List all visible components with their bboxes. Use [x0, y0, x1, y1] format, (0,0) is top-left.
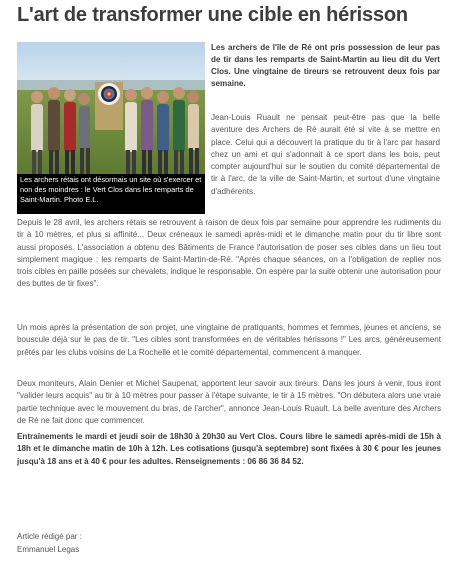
article-photo: [17, 42, 205, 214]
author-name: Emmanuel Legas: [17, 544, 80, 554]
article-practical-info: Entraînements le mardi et jeudi soir de 18h30 à 20h30 au Vert Clos. Cours libre le samedi après-midi de 15h à 18h et le dimanche matin de 10h à 12h. Les cotisations (jusqu'à septembre) sont fixées à 30 € pour les jeunes jusqu'à 18 ans et à 40 € pour les adultes. Renseignements : 06 86 36 84 52.: [17, 432, 441, 466]
article-paragraph-2: Depuis le 28 avril, les archers rétais se retrouvent à raison de deux fois par semaine pour apprendre les rudiments du tir à 10 mètres, et plus si affinité... Deux créneaux le samedi après-midi et le dimanche matin pour du tir libre sont aussi proposés. L'association a obtenu des Bâtiments de France l'autorisation de poser ses cibles dans un lieu tout simplement magique : les remparts de Saint-Martin-de-Ré. "Après chaque séances, on a l'obligation de replier nos trois cibles en paille posées sur chevalets, indique le responsable. On espère par la suite obtenir une autorisation pour des buttes de tir fixes".: [17, 218, 441, 289]
article-paragraph-3: Un mois après la présentation de son projet, une vingtaine de pratiquants, hommes et femmes, jeunes et anciens, se bouscule déjà sur le pas de tir. "Les cibles sont transformées en de véritables hérissons !" Les arcs, généreusement prêtés par les clubs voisins de La Rochelle et le comité départemental, commencent à manquer.: [17, 323, 441, 357]
article-paragraph-4: Deux moniteurs, Alain Denier et Michel Saupenat, apportent leur savoir aux tireurs. Dans les jours à venir, tous iront "valider leurs acquis" au tir à 10 mètres pour passer à l'étape suivante, le tir à 15 mètres. "On débutera alors une vraie partie technique avec le mouvement du bras, de l'archer", annonce Jean-Louis Ruault. La belle aventure des Archers de Ré ne fait donc que commencer.: [17, 379, 441, 425]
photo-caption: Les archers rétais ont désormais un site où s'exercer et non des moindres : le Vert Clos dans les remparts de Saint-Martin. Photo E.L.: [17, 174, 205, 214]
article-intro: Les archers de l'île de Ré ont pris possession de leur pas de tir dans les remparts de Saint-Martin au lieu dit du Vert Clos. Une vingtaine de tireurs se retrouvent deux fois par semaine.: [211, 43, 440, 88]
author-label: Article rédigé par :: [17, 532, 82, 541]
article-paragraph-1: Jean-Louis Ruault ne pensait peut-être pas que la belle aventure des Archers de Ré aurait été si vite à se mettre en place. Celui qui a découvert la pratique du tir à l'arc par hasard chez un ami et qui s'adonnait à ce sport dans les bois, peut compter aujourd'hui sur le soutien du comité départemental de tir à l'arc, de la ville de Saint-Martin, et surtout d'une vingtaine d'adhérents.: [211, 113, 440, 196]
author-block: [17, 531, 82, 556]
article-title: L'art de transformer une cible en hérisson: [17, 4, 408, 26]
